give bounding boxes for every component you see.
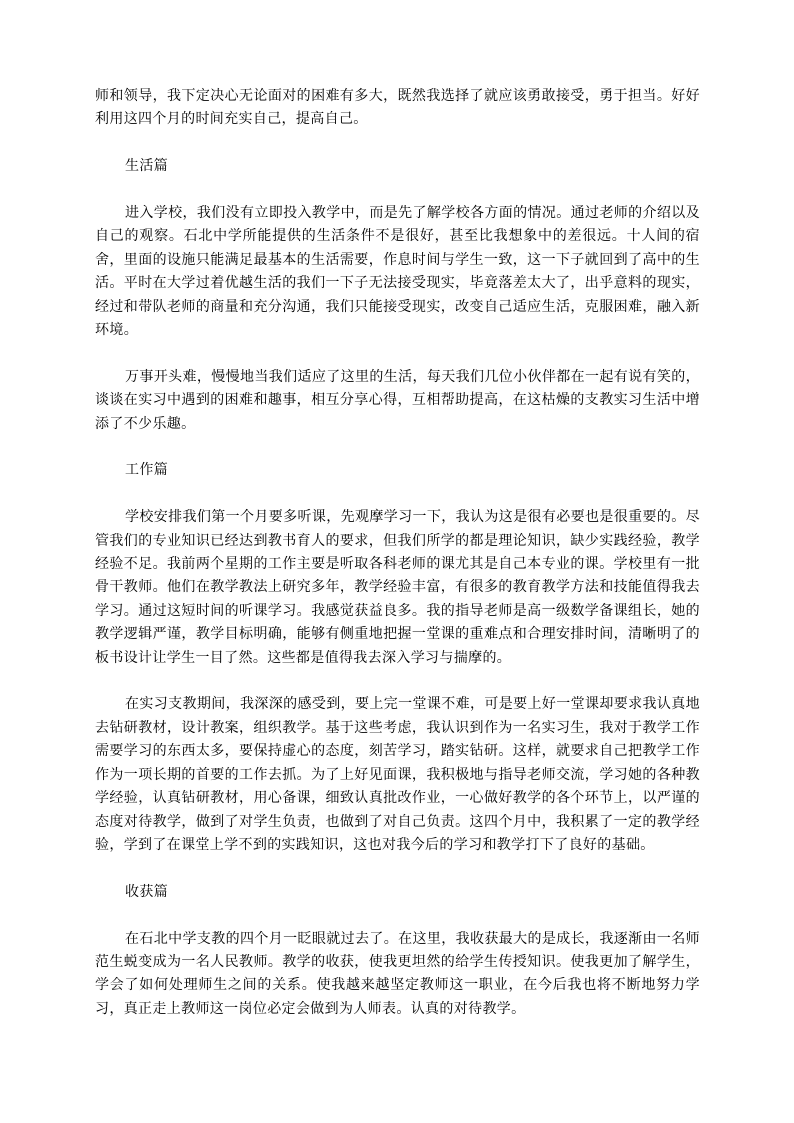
section-heading-harvest: 收获篇 — [125, 883, 169, 900]
document-page — [95, 85, 700, 1021]
paragraph-life-1: 进入学校，我们没有立即投入教学中，而是先了解学校各方面的情况。通过老师的介绍以及自己的观察。石北中学所能提供的生活条件不是很好，甚至比我想象中的差很远。十人间的宿舍，里面的设施只能满足最基本的生活需要，作息时间与学生一致，这一下子就回到了高中的生活。平时在大学过着优越生活的我们一下子无法接受现实，毕竟落差太大了，出乎意料的现实，经过和带队老师的商量和充分沟通，我们只能接受现实，改变自己适应生活，克服困难，融入新环境。 — [95, 205, 700, 339]
paragraph-work-1: 学校安排我们第一个月要多听课，先观摩学习一下，我认为这是很有必要也是很重要的。尽管我们的专业知识已经达到教书育人的要求，但我们所学的都是理论知识，缺少实践经验，教学经验不足。我前两个星期的工作主要是听取各科老师的课尤其是自己本专业的课。学校里有一批骨干教师。他们在教学教法上研究多年，教学经验丰富，有很多的教育教学方法和技能值得我去学习。通过这短时间的听课学习。我感觉获益良多。我的指导老师是高一级数学备课组长，她的教学逻辑严谨，教学目标明确，能够有侧重地把握一堂课的重难点和合理安排时间，清晰明了的板书设计让学生一目了然。这些都是值得我去深入学习与揣摩的。 — [95, 509, 700, 666]
section-heading-life: 生活篇 — [125, 158, 169, 175]
section-heading-work: 工作篇 — [125, 462, 169, 479]
paragraph-life-2: 万事开头难，慢慢地当我们适应了这里的生活，每天我们几位小伙伴都在一起有说有笑的，谈谈在实习中遇到的困难和趣事，相互分享心得，互相帮助提高，在这枯燥的支教实习生活中增添了不少乐趣。 — [95, 368, 700, 432]
paragraph-intro: 师和领导，我下定决心无论面对的困难有多大，既然我选择了就应该勇敢接受，勇于担当。好好利用这四个月的时间充实自己，提高自己。 — [95, 88, 700, 128]
paragraph-harvest-1: 在石北中学支教的四个月一眨眼就过去了。在这里，我收获最大的是成长，我逐渐由一名师范生蜕变成为一名人民教师。教学的收获，使我更坦然的给学生传授知识。使我更加了解学生，学会了如何处理师生之间的关系。使我越来越坚定教师这一职业，在今后我也将不断地努力学习，真正走上教师这一岗位必定会做到为人师表。认真的对待教学。 — [95, 930, 700, 1017]
paragraph-work-2: 在实习支教期间，我深深的感受到，要上完一堂课不难，可是要上好一堂课却要求我认真地去钻研教材，设计教案，组织教学。基于这些考虑，我认识到作为一名实习生，我对于教学工作需要学习的东西太多，要保持虚心的态度，刻苦学习，踏实钻研。这样，就要求自己把教学工作作为一项长期的首要的工作去抓。为了上好见面课，我积极地与指导老师交流，学习她的各种教学经验，认真钻研教材，用心备课，细致认真批改作业，一心做好教学的各个环节上，以严谨的态度对待教学，做到了对学生负责，也做到了对自己负责。这四个月中，我积累了一定的教学经验，学到了在课堂上学不到的实践知识，这也对我今后的学习和教学打下了良好的基础。 — [95, 696, 700, 853]
